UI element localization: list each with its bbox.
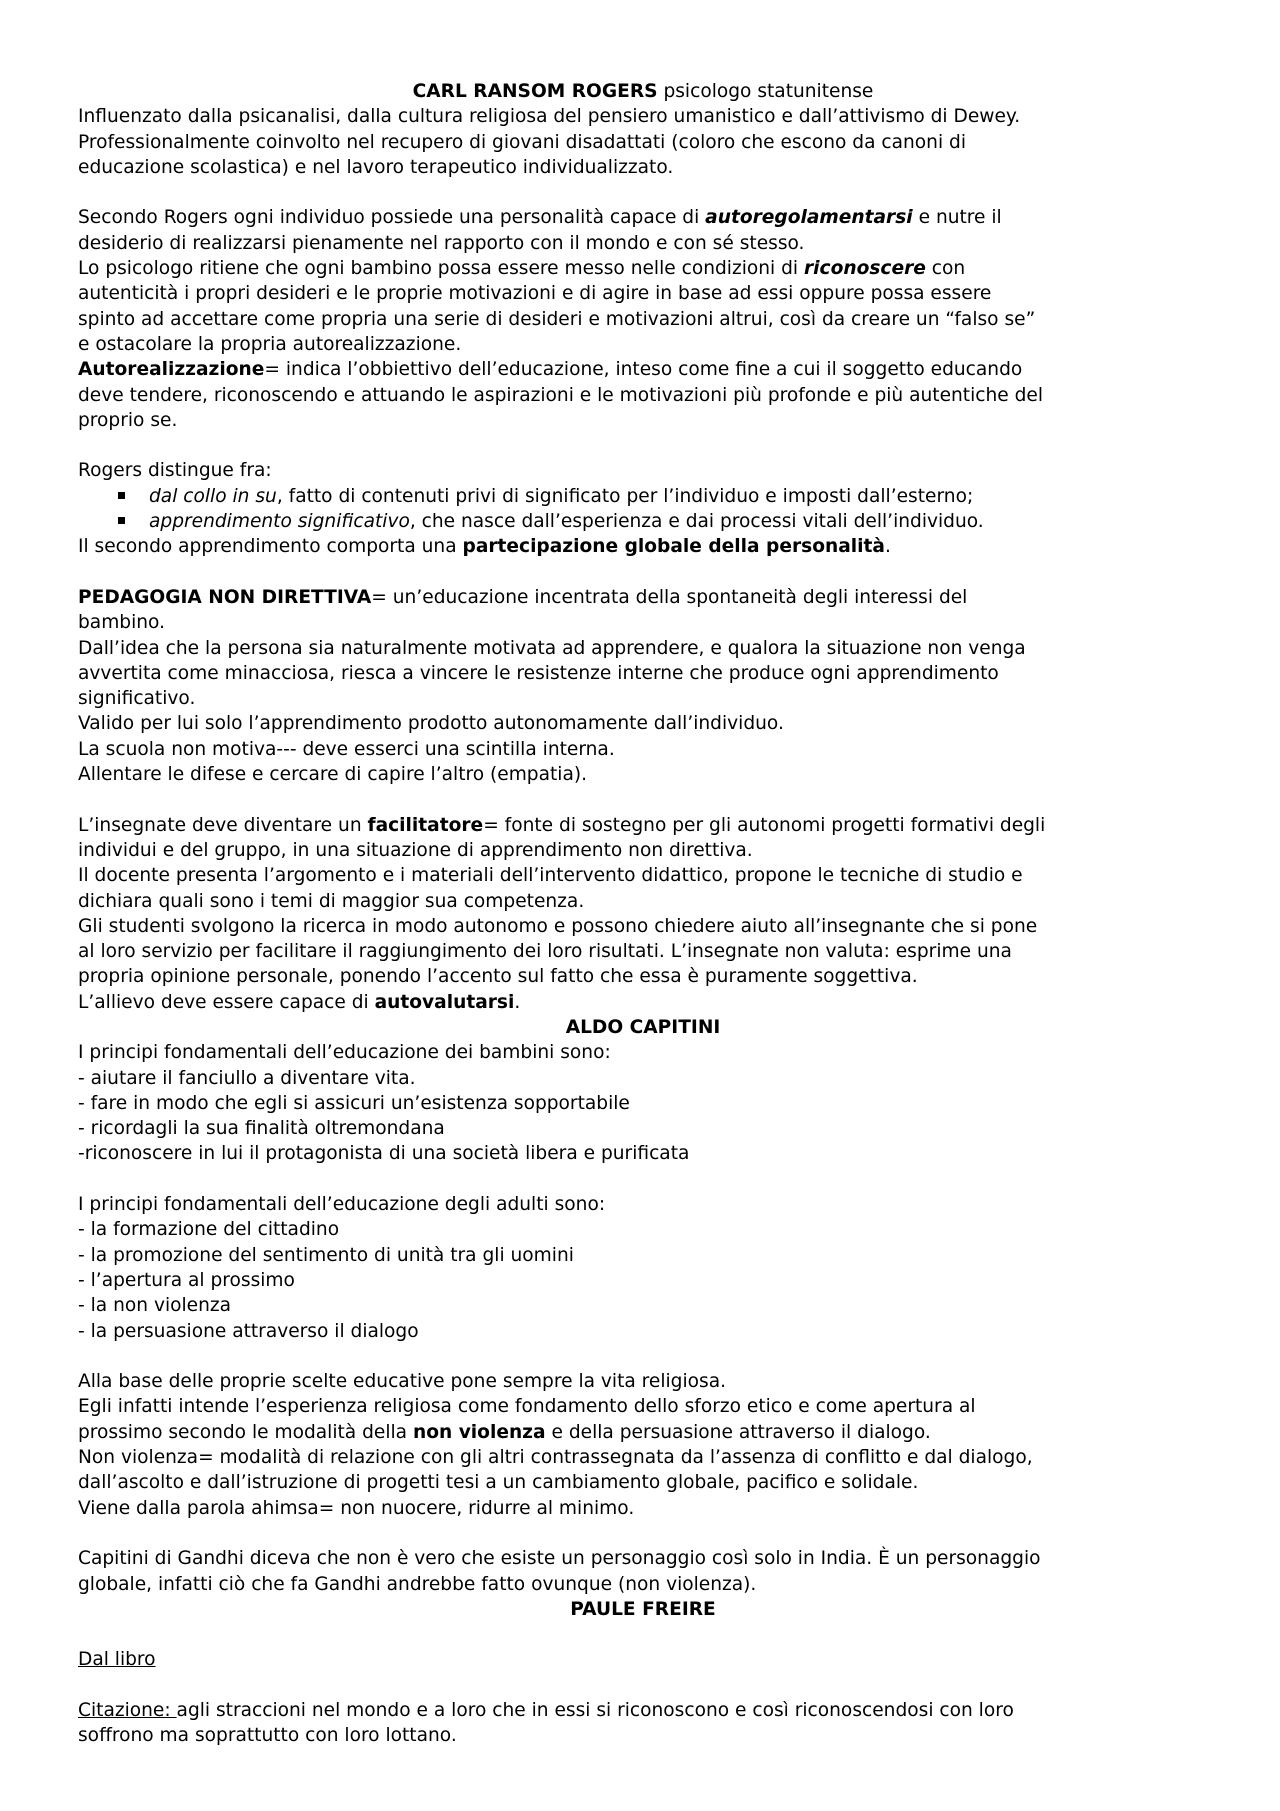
- term-autorealizzazione: Autorealizzazione: [78, 359, 265, 381]
- facilitatore-line: Gli studenti svolgono la ricerca in modo autonomo e possono chiedere aiuto all’insegnante che si pone: [78, 915, 1038, 937]
- citazione-line: Citazione: agli straccioni nel mondo e a loro che in essi si riconoscono e così riconoscendosi con loro: [78, 1700, 1014, 1721]
- rogers-p2-line: desiderio di realizzarsi pienamente nel rapporto con il mondo e con sé stesso.: [78, 232, 805, 254]
- term-pedagogia-non-direttiva: PEDAGOGIA NON DIRETTIVA: [78, 586, 372, 608]
- allievo-line: L’allievo deve essere capace di autovalutarsi.: [78, 991, 521, 1013]
- capitini-bambini-line: I principi fondamentali dell’educazione dei bambini sono:: [78, 1042, 611, 1064]
- term-facilitatore: facilitatore: [367, 814, 484, 836]
- pedagogia-line: Dall’idea che la persona sia naturalmente motivata ad apprendere, e qualora la situazione non venga: [78, 637, 1026, 659]
- rogers-intro-line: Influenzato dalla psicanalisi, dalla cultura religiosa del pensiero umanistico e dall’attivismo di Dewey.: [78, 106, 1021, 128]
- capitini-bambini-line: - ricordagli la sua finalità oltremondana: [78, 1118, 445, 1140]
- citazione-label: Citazione:: [78, 1700, 177, 1721]
- rogers-p2-line: spinto ad accettare come propria una serie di desideri e motivazioni altrui, così da creare un “falso se”: [78, 308, 1036, 330]
- autorealizzazione-line: deve tendere, riconoscendo e attuando le aspirazioni e le motivazioni più profonde e più autentiche del: [78, 384, 1044, 406]
- pedagogia-line: Valido per lui solo l’apprendimento prodotto autonomamente dall’individuo.: [78, 713, 784, 735]
- rogers-subtitle: psicologo statunitense: [657, 81, 874, 102]
- facilitatore-line: L’insegnate deve diventare un facilitatore= fonte di sostegno per gli autonomi progetti formativi degli: [78, 814, 1046, 836]
- freire-heading: PAULE FREIRE: [570, 1598, 716, 1620]
- facilitatore-line: propria opinione personale, ponendo l’accento sul fatto che essa è puramente soggettiva.: [78, 966, 918, 988]
- capitini-adulti-line: - la non violenza: [78, 1295, 232, 1317]
- rogers-p2-line: Lo psicologo ritiene che ogni bambino possa essere messo nelle condizioni di riconoscere con: [78, 258, 966, 280]
- term-partecipazione: partecipazione globale della personalità: [462, 536, 885, 558]
- capitini-bambini-line: - aiutare il fanciullo a diventare vita.: [78, 1067, 416, 1089]
- capitini-gandhi-line: Capitini di Gandhi diceva che non è vero che esiste un personaggio così solo in India. È un personaggio: [78, 1548, 1041, 1570]
- rogers-heading: [78, 79, 1208, 104]
- autorealizzazione-line: Autorealizzazione= indica l’obbiettivo dell’educazione, inteso come fine a cui il soggetto educando: [78, 359, 1023, 381]
- term-non-violenza: non violenza: [412, 1421, 546, 1443]
- list-item: apprendimento significativo, che nasce dall’esperienza e dai processi vitali dell’individuo.: [78, 509, 1208, 534]
- square-bullet-icon: [118, 492, 125, 499]
- secondo-line: Il secondo apprendimento comporta una partecipazione globale della personalità.: [78, 536, 891, 558]
- capitini-adulti-line: - la promozione del sentimento di unità tra gli uomini: [78, 1244, 574, 1266]
- facilitatore-line: individui e del gruppo, in una situazione di apprendimento non direttiva.: [78, 839, 753, 861]
- dal-libro-label: Dal libro: [78, 1649, 156, 1671]
- facilitatore-line: al loro servizio per facilitare il raggiungimento dei loro risultati. L’insegnate non valuta: esprime una: [78, 941, 1012, 963]
- capitini-adulti-line: - la persuasione attraverso il dialogo: [78, 1320, 419, 1342]
- capitini-nonviolenza-line: dall’ascolto e dall’istruzione di progetti tesi a un cambiamento globale, pacifico e solidale.: [78, 1472, 919, 1494]
- citazione-line: soffrono ma soprattutto con loro lottano.: [78, 1725, 457, 1747]
- capitini-adulti-line: - la formazione del cittadino: [78, 1219, 340, 1241]
- document-page: [78, 79, 1208, 1749]
- capitini-adulti-line: I principi fondamentali dell’educazione degli adulti sono:: [78, 1194, 606, 1216]
- rogers-p2-line: Secondo Rogers ogni individuo possiede una personalità capace di autoregolamentarsi e nutre il: [78, 207, 1002, 229]
- list-item: dal collo in su, fatto di contenuti privi di significato per l’individuo e imposti dall’esterno;: [78, 484, 1208, 509]
- pedagogia-line: Allentare le difese e cercare di capire l’altro (empatia).: [78, 764, 588, 786]
- pedagogia-line: significativo.: [78, 688, 196, 710]
- capitini-religione-line: Alla base delle proprie scelte educative pone sempre la vita religiosa.: [78, 1371, 727, 1393]
- pedagogia-line: bambino.: [78, 612, 166, 634]
- rogers-p2-line: e ostacolare la propria autorealizzazione.: [78, 333, 462, 355]
- pedagogia-line: PEDAGOGIA NON DIRETTIVA= un’educazione incentrata della spontaneità degli interessi del: [78, 586, 968, 608]
- facilitatore-line: dichiara quali sono i temi di maggior sua competenza.: [78, 890, 585, 912]
- pedagogia-line: La scuola non motiva--- deve esserci una scintilla interna.: [78, 738, 615, 760]
- capitini-religione-line: Egli infatti intende l’esperienza religiosa come fondamento dello sforzo etico e come apertura al: [78, 1396, 976, 1418]
- square-bullet-icon: [118, 517, 125, 524]
- capitini-bambini-line: -riconoscere in lui il protagonista di una società libera e purificata: [78, 1143, 690, 1165]
- rogers-intro-line: educazione scolastica) e nel lavoro terapeutico individualizzato.: [78, 156, 674, 178]
- capitini-adulti-line: - l’apertura al prossimo: [78, 1269, 295, 1291]
- facilitatore-line: Il docente presenta l’argomento e i materiali dell’intervento didattico, propone le tecniche di studio e: [78, 865, 1023, 887]
- term-riconoscere: riconoscere: [804, 258, 926, 280]
- capitini-nonviolenza-line: Viene dalla parola ahimsa= non nuocere, ridurre al minimo.: [78, 1497, 635, 1519]
- term-autoregolamentarsi: autoregolamentarsi: [705, 207, 913, 229]
- capitini-nonviolenza-line: Non violenza= modalità di relazione con gli altri contrassegnata da l’assenza di conflitto e dal dialogo,: [78, 1447, 1033, 1469]
- rogers-intro-line: Professionalmente coinvolto nel recupero di giovani disadattati (coloro che escono da canoni di: [78, 131, 966, 153]
- capitini-heading: ALDO CAPITINI: [565, 1016, 721, 1038]
- distingue-line: Rogers distingue fra:: [78, 460, 272, 482]
- capitini-gandhi-line: globale, infatti ciò che fa Gandhi andrebbe fatto ovunque (non violenza).: [78, 1573, 757, 1595]
- capitini-religione-line: prossimo secondo le modalità della non violenza e della persuasione attraverso il dialogo.: [78, 1421, 931, 1443]
- capitini-bambini-line: - fare in modo che egli si assicuri un’esistenza sopportabile: [78, 1092, 630, 1114]
- pedagogia-line: avvertita come minacciosa, riesca a vincere le resistenze interne che produce ogni apprendimento: [78, 662, 999, 684]
- autorealizzazione-line: proprio se.: [78, 409, 178, 431]
- rogers-p2-line: autenticità i propri desideri e le proprie motivazioni e di agire in base ad essi oppure possa essere: [78, 283, 992, 305]
- term-autovalutarsi: autovalutarsi: [374, 991, 515, 1013]
- rogers-title: CARL RANSOM ROGERS: [412, 81, 658, 102]
